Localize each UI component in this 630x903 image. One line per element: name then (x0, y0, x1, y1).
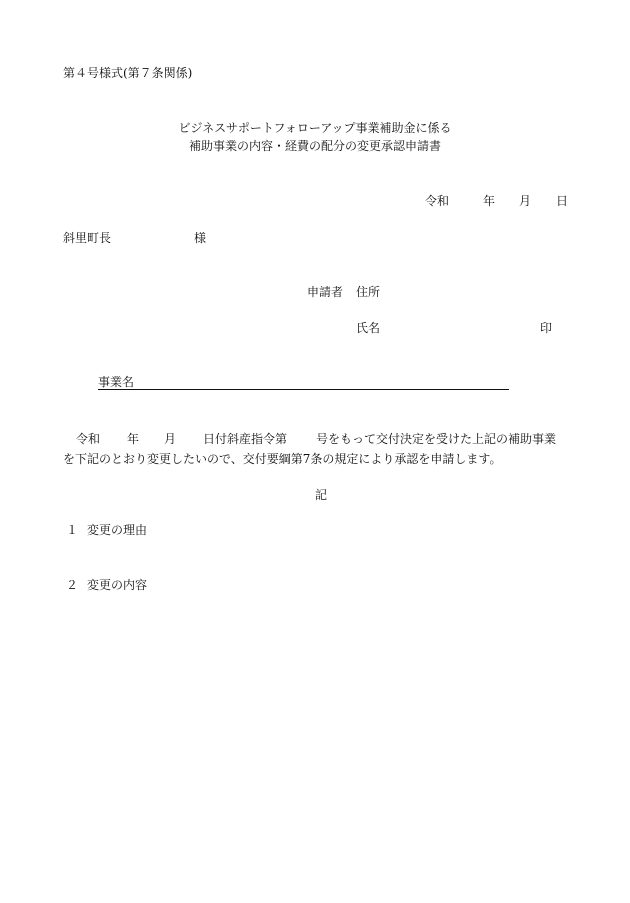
body-era: 令和 (76, 432, 101, 446)
date-month-label: 月 (519, 194, 532, 208)
title-line-1: ビジネスサポートフォローアップ事業補助金に係る (178, 121, 452, 135)
note-heading: 記 (315, 488, 328, 502)
body-year-label: 年 (127, 432, 140, 446)
body-line-2: を下記のとおり変更したいので、交付要綱第7条の規定により承認を申請します。 (63, 452, 502, 466)
applicant-label: 申請者 (307, 285, 344, 299)
project-name-label: 事業名 (98, 375, 135, 389)
item-number: ２ (66, 578, 79, 592)
body-dated-ref: 日付斜産指令第 (203, 432, 288, 446)
date-year-label: 年 (483, 194, 496, 208)
item-label: 変更の理由 (87, 523, 148, 537)
date-day-label: 日 (556, 194, 569, 208)
addressee-honorific: 様 (194, 231, 207, 245)
applicant-address-label: 住所 (356, 285, 381, 299)
applicant-name-label: 氏名 (356, 321, 381, 335)
addressee-name: 斜里町長 (63, 231, 112, 245)
item-number: １ (66, 523, 79, 537)
title-line-2: 補助事業の内容・経費の配分の変更承認申請書 (188, 139, 441, 153)
body-month-label: 月 (164, 432, 177, 446)
date-era: 令和 (425, 194, 450, 208)
project-name-field[interactable] (98, 389, 509, 390)
item-label: 変更の内容 (87, 578, 148, 592)
body-number-text: 号をもって交付決定を受けた上記の補助事業 (316, 432, 557, 446)
seal-mark: 印 (540, 321, 553, 335)
form-number: 第４号様式(第７条関係) (63, 66, 193, 80)
